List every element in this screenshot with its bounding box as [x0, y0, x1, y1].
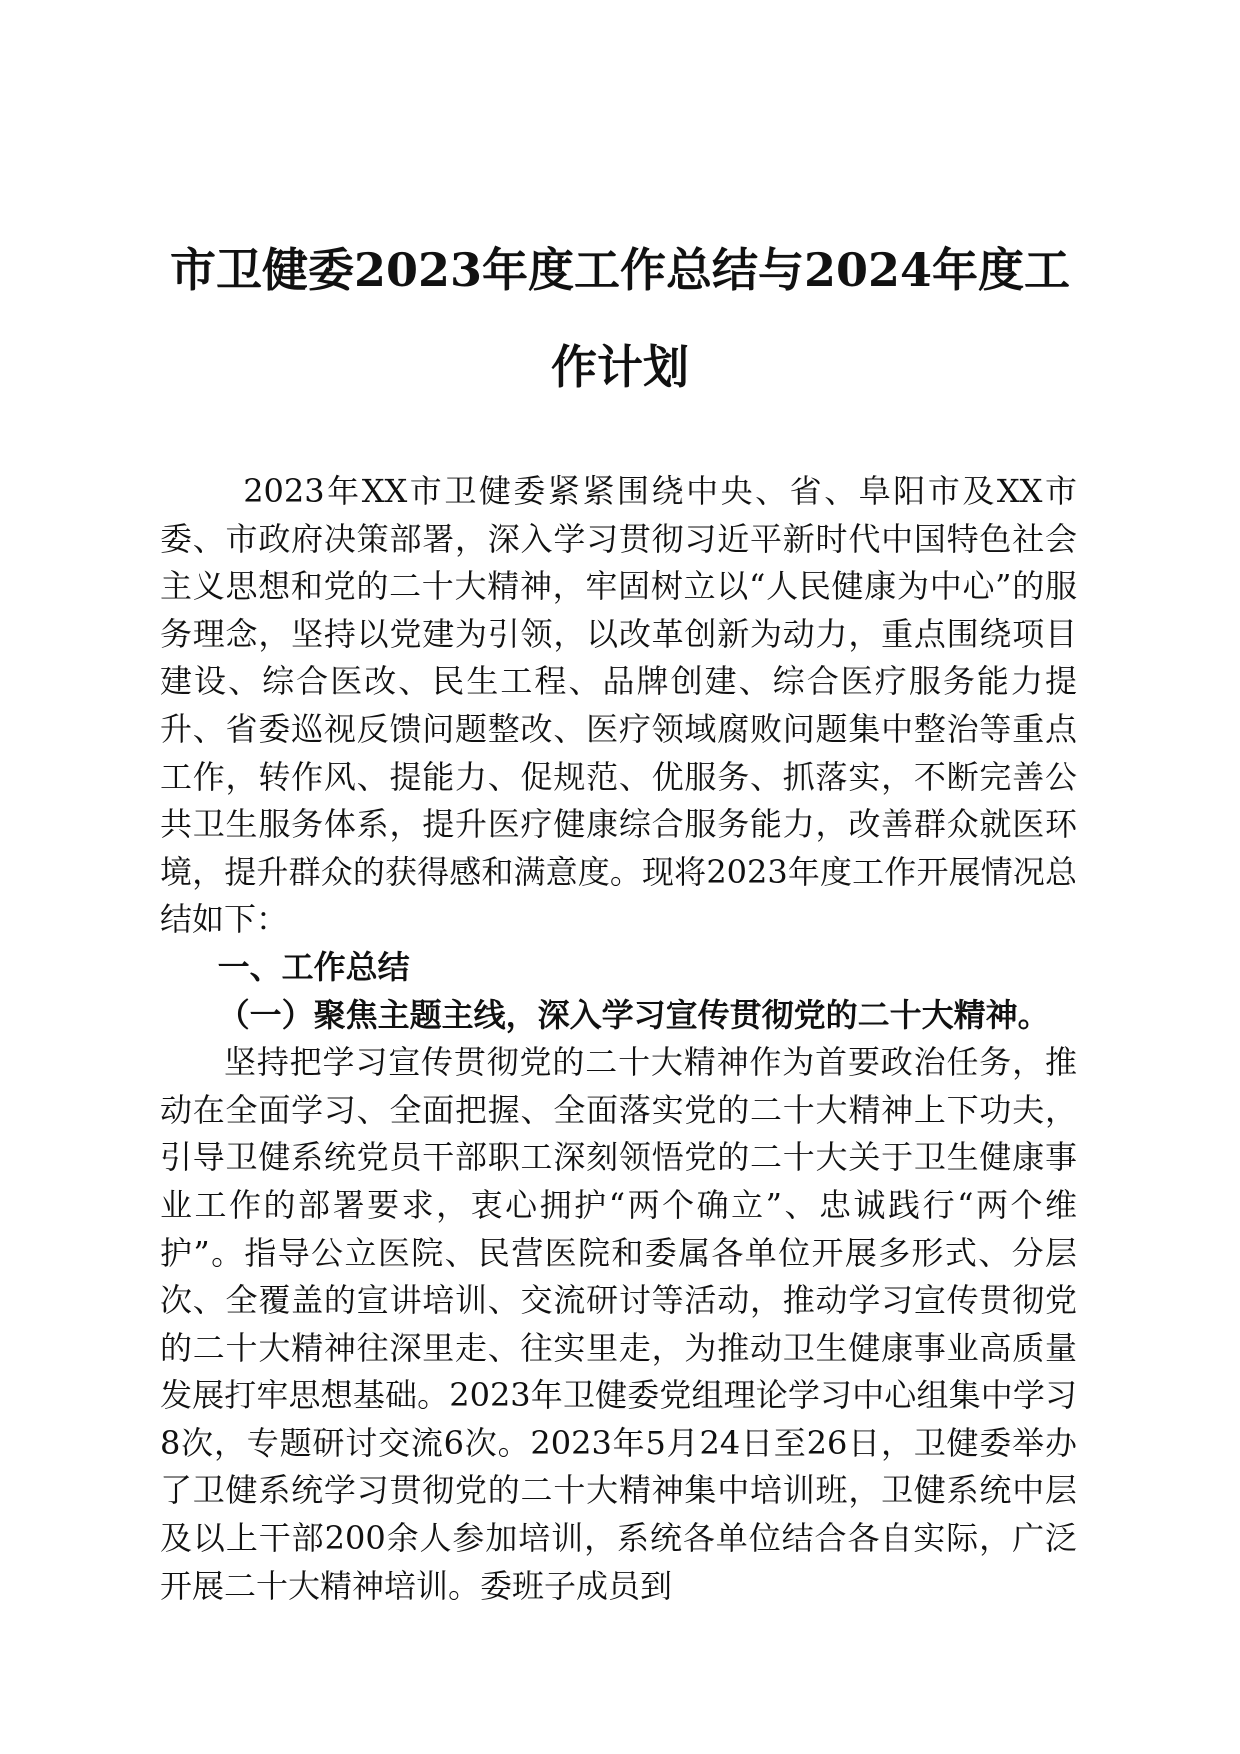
body-paragraph: 坚持把学习宣传贯彻党的二十大精神作为首要政治任务，推动在全面学习、全面把握、全面落实党的二十大精神上下功夫，引导卫健系统党员干部职工深刻领悟党的二十大关于卫生健康事业工作的部署要求，衷心拥护“两个确立”、忠诚践行“两个维护”。指导公立医院、民营医院和委属各单位开展多形式、分层次、全覆盖的宣讲培训、交流研讨等活动，推动学习宣传贯彻党的二十大精神往深里走、往实里走，为推动卫生健康事业高质量发展打牢思想基础。2023年卫健委党组理论学习中心组集中学习8次，专题研讨交流6次。2023年5月24日至26日，卫健委举办了卫健系统学习贯彻党的二十大精神集中培训班，卫健系统中层及以上干部200余人参加培训，系统各单位结合各自实际，广泛开展二十大精神培训。委班子成员到 — [160, 1043, 1077, 1605]
section-heading: 一、工作总结 — [217, 947, 410, 986]
intro-paragraph: 2023年XX市卫健委紧紧围绕中央、省、阜阳市及XX市委、市政府决策部署，深入学习贯彻习近平新时代中国特色社会主义思想和党的二十大精神，牢固树立以“人民健康为中心”的服务理念，坚持以党建为引领，以改革创新为动力，重点围绕项目建设、综合医改、民生工程、品牌创建、综合医疗服务能力提升、省委巡视反馈问题整改、医疗领域腐败问题集中整治等重点工作，转作风、提能力、促规范、优服务、抓落实，不断完善公共卫生服务体系，提升医疗健康综合服务能力，改善群众就医环境，提升群众的获得感和满意度。现将2023年度工作开展情况总结如下： — [160, 472, 1077, 939]
document-body — [160, 468, 1077, 1610]
subsection-heading: （一）聚焦主题主线，深入学习宣传贯彻党的二十大精神。 — [217, 995, 1050, 1034]
document-title: 市卫健委2023年度工作总结与2024年度工作计划 — [169, 243, 1071, 394]
